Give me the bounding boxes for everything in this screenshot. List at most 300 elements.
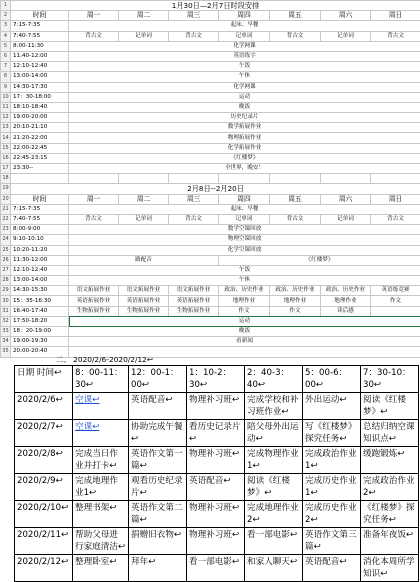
row-number[interactable]: 24 — [1, 235, 11, 245]
task-cell — [187, 555, 245, 582]
activity-cell[interactable]: 化学网课 — [69, 82, 420, 92]
table-row — [15, 393, 419, 420]
activity-cell[interactable]: 语文拓展作业 — [169, 286, 219, 296]
row-number[interactable]: 31 — [1, 306, 11, 316]
task-text: 完成政治作业2↩ — [363, 476, 415, 498]
row-number[interactable]: 34 — [1, 337, 11, 347]
header-cell[interactable]: 时间 — [11, 11, 69, 21]
time-cell[interactable]: 22:45-23:15 — [11, 153, 69, 163]
task-text: 完成学校和补习班作业↩ — [247, 395, 299, 417]
row-number[interactable]: 10 — [1, 92, 11, 102]
header-cell[interactable]: 周二 — [119, 11, 169, 21]
activity-cell[interactable]: 英语拓展作业 — [69, 296, 119, 306]
task-text: 空课↩ — [75, 395, 99, 405]
row-number[interactable]: 15 — [1, 143, 11, 153]
task-cell — [187, 393, 245, 420]
activity-cell[interactable]: 化学拓展作业 — [69, 143, 420, 153]
sheet-row — [1, 255, 420, 265]
task-cell — [361, 474, 419, 501]
sheet-row — [1, 82, 420, 92]
table-row — [15, 447, 419, 474]
empty-cell[interactable] — [169, 174, 219, 184]
activity-cell[interactable]: 作文 — [371, 296, 420, 306]
task-text: 完成当日作业并打卡↩ — [75, 449, 118, 471]
activity-cell[interactable]: 作文 — [219, 306, 270, 316]
time-cell[interactable]: 12:10-12:40 — [11, 265, 69, 275]
task-cell — [245, 420, 303, 447]
date-cell — [15, 501, 73, 528]
time-cell[interactable]: 10:20-11:20 — [11, 245, 69, 255]
task-text: 物理补习班↩ — [189, 449, 239, 459]
sheet-row — [1, 41, 420, 51]
header-cell[interactable]: 周一 — [69, 194, 119, 204]
activity-cell[interactable]: 《红楼梦》 — [219, 255, 420, 265]
activity-cell[interactable]: 政治、历史作业 — [270, 286, 321, 296]
task-cell — [129, 501, 187, 528]
task-cell — [187, 420, 245, 447]
task-text: 整理卧室↩ — [75, 557, 117, 567]
empty-cell[interactable] — [270, 174, 321, 184]
sheet-row — [1, 235, 420, 245]
activity-cell[interactable]: 语文拓展作业 — [69, 286, 119, 296]
activity-cell[interactable]: 晚饭 — [69, 102, 420, 112]
header-cell[interactable]: 周四 — [219, 11, 270, 21]
activity-cell[interactable]: 午饭 — [69, 265, 420, 275]
activity-cell[interactable]: 地理作业 — [321, 296, 371, 306]
row-number[interactable]: 22 — [1, 214, 11, 224]
time-cell[interactable]: 17:50-18:20 — [11, 316, 69, 326]
task-text: 捐赠旧衣物↩ — [131, 530, 181, 540]
task-cell — [303, 555, 361, 582]
task-text: 阅读《红楼梦》↩ — [363, 395, 406, 417]
task-text: 准备年夜饭↩ — [363, 530, 413, 540]
sheet-row — [1, 276, 420, 286]
header-cell[interactable]: 周日 — [371, 194, 420, 204]
date-cell — [15, 474, 73, 501]
sheet-row — [1, 296, 420, 306]
empty-cell[interactable] — [371, 174, 420, 184]
time-cell[interactable]: 22:00-22:45 — [11, 143, 69, 153]
activity-cell[interactable] — [371, 306, 420, 316]
time-cell[interactable]: 19:00-20:00 — [11, 113, 69, 123]
table-row — [15, 501, 419, 528]
time-cell[interactable]: 11:30-12:00 — [11, 255, 69, 265]
time-cell[interactable]: 23:30-- — [11, 164, 69, 174]
activity-cell[interactable]: 背古文 — [169, 31, 219, 41]
row-number[interactable]: 6 — [1, 51, 11, 61]
activity-cell[interactable]: 记单词 — [119, 31, 169, 41]
task-cell — [187, 501, 245, 528]
time-cell[interactable]: 13:00-14:00 — [11, 72, 69, 82]
header-cell[interactable]: 周五 — [270, 11, 321, 21]
task-cell — [245, 528, 303, 555]
time-cell[interactable]: 9:10-10:10 — [11, 235, 69, 245]
task-cell — [245, 447, 303, 474]
row-number[interactable]: 19 — [1, 184, 11, 194]
table-header-row — [15, 366, 419, 393]
task-text: 完成历史作业2↩ — [305, 503, 357, 525]
activity-cell[interactable]: 化学网课 — [69, 41, 420, 51]
row-number[interactable]: 4 — [1, 31, 11, 41]
task-text: 英语配音↩ — [131, 395, 173, 405]
column-header: 日期 时间↩ — [15, 366, 73, 393]
header-cell[interactable]: 周二 — [119, 194, 169, 204]
activity-cell[interactable]: 英语练竞赛 — [371, 286, 420, 296]
activity-cell[interactable]: 看新闻 — [69, 337, 420, 347]
activity-cell[interactable]: 背古文 — [69, 31, 119, 41]
date-text: 2020/2/6↩ — [17, 395, 63, 405]
activity-cell[interactable]: 英语拓展作业 — [169, 296, 219, 306]
section-heading: 二、 2020/2/6-2020/2/12↩ — [56, 354, 153, 365]
row-number[interactable]: 9 — [1, 82, 11, 92]
task-cell — [361, 528, 419, 555]
task-text: 英语作文第三篇↩ — [305, 530, 357, 552]
task-cell — [73, 555, 129, 582]
row-number[interactable]: 28 — [1, 276, 11, 286]
column-header: 12：00-1：00↩ — [129, 366, 187, 393]
time-cell[interactable]: 18：20-19:00 — [11, 327, 69, 337]
table-row — [15, 474, 419, 501]
column-header: 8：00-11：30↩ — [73, 366, 129, 393]
header-cell[interactable]: 周一 — [69, 11, 119, 21]
activity-cell[interactable]: 政治、历史作业 — [219, 286, 270, 296]
time-cell[interactable]: 7:15-7:35 — [11, 21, 69, 31]
task-text: 完成地理作业1↩ — [75, 476, 118, 498]
task-cell — [303, 447, 361, 474]
activity-cell[interactable]: 起床、早餐 — [69, 204, 420, 214]
activity-cell[interactable]: 记单词 — [219, 31, 270, 41]
column-header: 7：30-10：30↩ — [361, 366, 419, 393]
date-text: 2020/2/8↩ — [17, 449, 63, 459]
activity-cell[interactable]: 午饭 — [69, 62, 420, 72]
time-cell[interactable]: 20:00-20:40 — [11, 347, 69, 357]
row-number[interactable]: 29 — [1, 286, 11, 296]
row-number[interactable]: 27 — [1, 265, 11, 275]
sheet-row — [1, 31, 420, 41]
task-cell — [73, 420, 129, 447]
row-number[interactable]: 23 — [1, 225, 11, 235]
activity-cell[interactable]: 记单词 — [119, 214, 169, 224]
date-text: 2020/2/7↩ — [17, 422, 63, 432]
activity-cell[interactable]: 起床、早餐 — [69, 21, 420, 31]
header-cell[interactable]: 周五 — [270, 194, 321, 204]
activity-cell[interactable]: 数学空课回放 — [69, 225, 420, 235]
sheet-row — [1, 337, 420, 347]
task-cell — [303, 420, 361, 447]
task-text: 总结归纳空课知识点↩ — [363, 422, 415, 444]
task-text: 空课↩ — [75, 422, 99, 432]
task-cell — [303, 528, 361, 555]
activity-cell[interactable]: 记单词 — [219, 214, 270, 224]
row-number[interactable]: 25 — [1, 245, 11, 255]
header-cell[interactable]: 周三 — [169, 194, 219, 204]
task-cell — [303, 393, 361, 420]
sheet-row — [1, 184, 420, 194]
row-number[interactable]: 12 — [1, 113, 11, 123]
sheet-row — [1, 113, 420, 123]
activity-cell[interactable]: 语文拓展作业 — [119, 286, 169, 296]
sheet-row — [1, 123, 420, 133]
header-cell[interactable]: 周六 — [321, 194, 371, 204]
activity-cell[interactable]: 午休 — [69, 276, 420, 286]
task-cell — [303, 474, 361, 501]
time-cell[interactable]: 15：35-16:30 — [11, 296, 69, 306]
sheet-row — [1, 1, 420, 11]
task-cell — [361, 501, 419, 528]
activity-cell[interactable]: 生物拓展作业 — [69, 306, 119, 316]
table-row — [15, 420, 419, 447]
task-cell — [129, 420, 187, 447]
task-cell — [245, 501, 303, 528]
sheet-row — [1, 174, 420, 184]
row-number[interactable]: 17 — [1, 164, 11, 174]
task-text: 拜年↩ — [131, 557, 155, 567]
sheet-row — [1, 102, 420, 112]
row-number[interactable]: 33 — [1, 327, 11, 337]
date-cell — [15, 393, 73, 420]
task-cell — [361, 420, 419, 447]
task-text: 物理补习班↩ — [189, 395, 239, 405]
time-cell[interactable]: 11:40-12:00 — [11, 51, 69, 61]
activity-cell[interactable]: 英语拓展作业 — [119, 296, 169, 306]
selected-activity-cell[interactable]: 运动 — [69, 316, 420, 326]
schedule-table — [14, 365, 419, 582]
activity-cell[interactable]: 地理作业 — [270, 296, 321, 306]
task-cell — [73, 393, 129, 420]
row-number[interactable]: 30 — [1, 296, 11, 306]
task-text: 外出运动↩ — [305, 395, 347, 405]
activity-cell[interactable]: 背古文 — [371, 31, 420, 41]
row-number[interactable]: 7 — [1, 62, 11, 72]
task-text: 和家人聊天↩ — [247, 557, 297, 567]
task-text: 缓跑锻炼↩ — [363, 449, 405, 459]
activity-cell[interactable]: 背古文 — [270, 31, 321, 41]
time-cell[interactable]: 18:10-18:40 — [11, 102, 69, 112]
task-cell — [187, 474, 245, 501]
sheet-row — [1, 62, 420, 72]
activity-cell[interactable]: 记单词 — [321, 214, 371, 224]
table-row — [15, 528, 419, 555]
task-text: 消化本周所学知识↩ — [363, 557, 415, 579]
activity-cell[interactable]: 物理拓展作业 — [69, 133, 420, 143]
column-header: 1：10-2：30↩ — [187, 366, 245, 393]
time-cell[interactable]: 8:00-9:00 — [11, 225, 69, 235]
header-cell[interactable]: 时间 — [11, 194, 69, 204]
empty-cell[interactable] — [321, 174, 371, 184]
row-number[interactable]: 35 — [1, 347, 11, 357]
sheet-title[interactable]: 2月8日--2月20日 — [11, 184, 420, 194]
task-text: 英语作文第一篇↩ — [131, 449, 183, 471]
time-cell[interactable]: 7:15-7:35 — [11, 204, 69, 214]
task-cell — [73, 447, 129, 474]
sheet-row — [1, 143, 420, 153]
time-cell[interactable]: 7:40-7:55 — [11, 31, 69, 41]
activity-cell[interactable]: 记单词 — [321, 31, 371, 41]
sheet-row — [1, 21, 420, 31]
activity-cell[interactable]: 运动 — [69, 92, 420, 102]
task-cell — [303, 501, 361, 528]
empty-cell[interactable] — [219, 174, 270, 184]
time-cell[interactable]: 14:30-15:30 — [11, 286, 69, 296]
row-number[interactable]: 20 — [1, 194, 11, 204]
time-cell[interactable]: 21:20-22:00 — [11, 133, 69, 143]
row-number[interactable]: 8 — [1, 72, 11, 82]
row-number[interactable]: 2 — [1, 11, 11, 21]
row-number[interactable]: 16 — [1, 153, 11, 163]
task-text: 英语作文第二篇↩ — [131, 503, 183, 525]
task-text: 物理补习班↩ — [189, 503, 239, 513]
sheet-row — [1, 327, 420, 337]
date-text: 2020/2/12↩ — [17, 557, 68, 567]
task-cell — [361, 447, 419, 474]
row-number[interactable]: 3 — [1, 21, 11, 31]
sheet-row — [1, 214, 420, 224]
time-cell[interactable]: 7:40-7:55 — [11, 214, 69, 224]
row-number[interactable]: 14 — [1, 133, 11, 143]
activity-cell[interactable]: 作文 — [270, 306, 321, 316]
time-cell[interactable]: 17：30-18:00 — [11, 92, 69, 102]
task-text: 完成历史作业1↩ — [305, 476, 357, 498]
sheet-row — [1, 265, 420, 275]
activity-cell[interactable]: 午休 — [69, 72, 420, 82]
date-cell — [15, 528, 73, 555]
row-number[interactable]: 32 — [1, 316, 11, 326]
header-cell[interactable]: 周四 — [219, 194, 270, 204]
date-cell — [15, 447, 73, 474]
task-cell — [245, 474, 303, 501]
task-text: 整理书架↩ — [75, 503, 117, 513]
activity-cell[interactable]: 化学空课回放 — [69, 245, 420, 255]
sheet-row — [1, 316, 420, 326]
column-header: 5：00-6：00↩ — [303, 366, 361, 393]
task-text: 帮助父母进行家庭清洁↩ — [75, 530, 125, 552]
sheet-row — [1, 51, 420, 61]
empty-cell[interactable] — [11, 174, 69, 184]
task-text: 完成地理作业2↩ — [247, 503, 299, 525]
activity-cell[interactable]: 政治、历史作业 — [321, 286, 371, 296]
activity-cell[interactable]: 生物拓展作业 — [119, 306, 169, 316]
sheet-row — [1, 72, 420, 82]
row-number[interactable]: 26 — [1, 255, 11, 265]
header-cell[interactable]: 周三 — [169, 11, 219, 21]
task-cell — [73, 501, 129, 528]
sheet-row — [1, 306, 420, 316]
time-cell[interactable]: 14:30-17:30 — [11, 82, 69, 92]
task-cell — [245, 393, 303, 420]
date-cell — [15, 555, 73, 582]
sheet-row — [1, 92, 420, 102]
activity-cell[interactable]: 背古文 — [270, 214, 321, 224]
task-text: 看一部电影↩ — [189, 557, 239, 567]
row-number[interactable]: 5 — [1, 41, 11, 51]
task-text: 协助完成午餐↩ — [131, 422, 183, 444]
row-number[interactable]: 18 — [1, 174, 11, 184]
time-cell[interactable]: 16:40-17:40 — [11, 306, 69, 316]
task-cell — [187, 447, 245, 474]
row-number[interactable]: 21 — [1, 204, 11, 214]
activity-cell[interactable]: 地理作业 — [219, 296, 270, 306]
activity-cell[interactable]: 背古文 — [69, 214, 119, 224]
date-text: 2020/2/9↩ — [17, 476, 63, 486]
task-cell — [129, 447, 187, 474]
task-text: 完成政治作业1↩ — [305, 449, 357, 471]
task-cell — [73, 528, 129, 555]
task-cell — [361, 393, 419, 420]
date-cell — [15, 420, 73, 447]
task-text: 写《红楼梦》探究任务↩ — [305, 422, 357, 444]
row-number[interactable]: 1 — [1, 1, 11, 11]
date-text: 2020/2/11↩ — [17, 530, 68, 540]
activity-cell[interactable]: 背古文 — [371, 214, 420, 224]
activity-cell[interactable]: 历史纪录片 — [69, 113, 420, 123]
time-cell[interactable]: 8:00-11:30 — [11, 41, 69, 51]
task-cell — [129, 393, 187, 420]
task-cell — [187, 528, 245, 555]
time-cell[interactable]: 12:10-12:40 — [11, 62, 69, 72]
time-cell[interactable]: 20:10-21:10 — [11, 123, 69, 133]
sheet-title[interactable]: 1月30日—2月7日时段安排 — [11, 1, 420, 11]
task-text: 英语配音↩ — [189, 476, 231, 486]
activity-cell[interactable]: 英语练字 — [69, 51, 420, 61]
task-cell — [129, 474, 187, 501]
task-text: 观看历史纪录片↩ — [131, 476, 183, 498]
task-text: 完成物理作业1↩ — [247, 449, 299, 471]
empty-cell[interactable] — [69, 174, 119, 184]
column-header: 2：40-3：40↩ — [245, 366, 303, 393]
sheet-row — [1, 164, 420, 174]
task-cell — [245, 555, 303, 582]
empty-cell[interactable] — [119, 174, 169, 184]
task-text: 英语配音↩ — [305, 557, 347, 567]
activity-cell[interactable]: 《红楼梦》 — [69, 153, 420, 163]
sheet-row — [1, 194, 420, 204]
table-row — [15, 555, 419, 582]
sheet-row — [1, 153, 420, 163]
activity-cell[interactable]: 数学拓展作业 — [69, 123, 420, 133]
header-cell[interactable]: 周六 — [321, 11, 371, 21]
activity-cell[interactable]: 晚饭 — [69, 327, 420, 337]
sheet-row — [1, 225, 420, 235]
time-cell[interactable]: 13:00-14:00 — [11, 276, 69, 286]
date-text: 2020/2/10↩ — [17, 503, 68, 513]
sheet-row — [1, 11, 420, 21]
task-text: 看一部电影↩ — [247, 530, 297, 540]
task-text: 看历史记录片↩ — [189, 422, 241, 444]
task-text: 陪父母外出运动↩ — [247, 422, 299, 444]
sheet-row — [1, 133, 420, 143]
header-cell[interactable]: 周日 — [371, 11, 420, 21]
activity-cell[interactable]: 生物拓展作业 — [169, 306, 219, 316]
activity-cell[interactable]: 路配音 — [69, 255, 219, 265]
row-number[interactable]: 11 — [1, 102, 11, 112]
task-cell — [73, 474, 129, 501]
sheet-row — [1, 286, 420, 296]
task-cell — [129, 555, 187, 582]
activity-cell[interactable]: 全世界，晚安！ — [69, 164, 420, 174]
activity-cell[interactable]: 读后感 — [321, 306, 371, 316]
task-cell — [129, 528, 187, 555]
activity-cell[interactable]: 背古文 — [169, 214, 219, 224]
time-cell[interactable]: 19:00-19:30 — [11, 337, 69, 347]
task-cell — [361, 555, 419, 582]
sheet-row — [1, 204, 420, 214]
task-text: 物理补习班↩ — [189, 530, 239, 540]
row-number[interactable]: 13 — [1, 123, 11, 133]
task-text: 阅读《红楼梦》↩ — [247, 476, 290, 498]
activity-cell[interactable]: 物理空课回放 — [69, 235, 420, 245]
sheet-row — [1, 245, 420, 255]
task-text: 《红楼梦》探究任务↩ — [363, 503, 415, 525]
